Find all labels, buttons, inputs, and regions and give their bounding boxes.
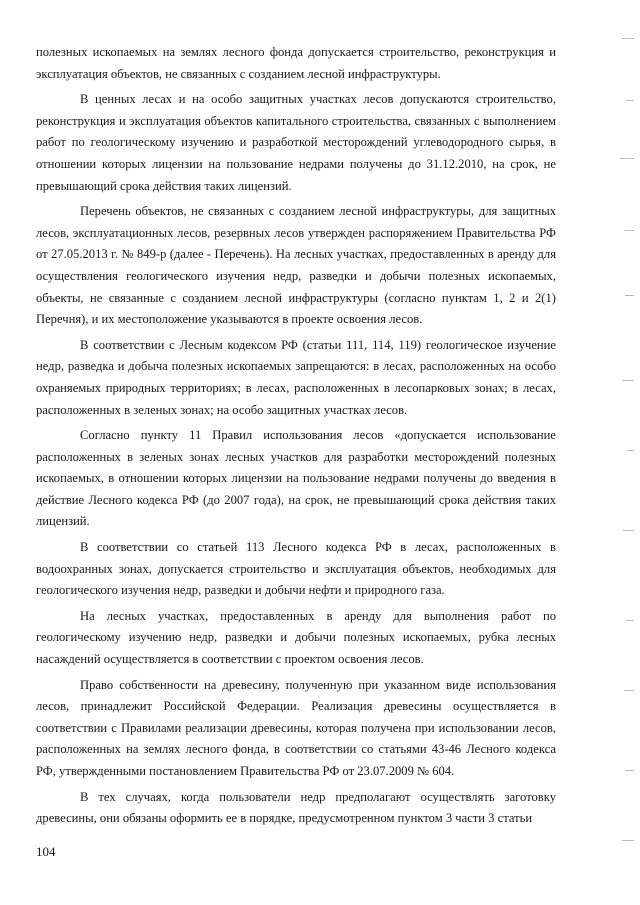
scan-edge-marks (608, 30, 634, 890)
paragraph-5: Согласно пункту 11 Правил использования лесов «допускается использование расположенных в зеленых зонах лесных участков для разработки месторождений полезных ископаемых, в отношении которых лицензии на пользование недрами получены до введения в действие Лесного кодекса РФ (до 2007 года), на срок, не превышающий срока действия таких лицензий. (36, 428, 556, 529)
paragraph-8: Право собственности на древесину, полученную при указанном виде использования лесов, принадлежит Российской Федерации. Реализация древесины осуществляется в соответствии с Правилами реализации древесины, которая получена при использовании лесов, расположенных на землях лесного фонда, в соответствии со статьями 43-46 Лесного кодекса РФ, утвержденными постановлением Правительства РФ от 23.07.2009 № 604. (36, 677, 556, 778)
page-number: 104 (36, 844, 56, 859)
paragraph-4: В соответствии с Лесным кодексом РФ (статьи 111, 114, 119) геологическое изучение недр, разведка и добыча полезных ископаемых запрещаются: в лесах, расположенных на особо охраняемых природных территориях; в лесах, расположенных в лесопарковых зонах; в лесах, расположенных в зеленых зонах; на особо защитных участках лесов. (36, 337, 556, 417)
paragraph-3: Перечень объектов, не связанных с созданием лесной инфраструктуры, для защитных лесов, эксплуатационных лесов, резервных лесов утвержден распоряжением Правительства РФ от 27.05.2013 г. № 849-р (далее - Перечень). На лесных участках, предоставленных в аренду для осуществления геологического изучения недр, разведки и добычи полезных ископаемых, объекты, не связанные с созданием лесной инфраструктуры (согласно пунктам 1, 2 и 2(1) Перечня), и их местоположение указываются в проекте освоения лесов. (36, 204, 556, 327)
paragraph-9: В тех случаях, когда пользователи недр предполагают осуществлять заготовку древесины, они обязаны оформить ее в порядке, предусмотренном пунктом 3 части 3 статьи (36, 789, 556, 826)
paragraph-6: В соответствии со статьей 113 Лесного кодекса РФ в лесах, расположенных в водоохранных зонах, допускается строительство и эксплуатация объектов, необходимых для геологического изучения недр, разведки и добычи нефти и природного газа. (36, 540, 556, 598)
paragraph-2: В ценных лесах и на особо защитных участках лесов допускаются строительство, реконструкция и эксплуатация объектов капитального строительства, связанных с выполнением работ по геологическому изучению и разработкой месторождений углеводородного сырья, в отношении которых лицензии на пользование недрами получены до 31.12.2010, на срок, не превышающий срока действия таких лицензий. (36, 92, 556, 193)
paragraph-1: полезных ископаемых на землях лесного фонда допускается строительство, реконструкция и эксплуатация объектов, не связанных с созданием лесной инфраструктуры. (36, 45, 556, 81)
document-body (36, 42, 556, 834)
paragraph-7: На лесных участках, предоставленных в аренду для выполнения работ по геологическому изучению недр, разведки и добычи полезных ископаемых, рубка лесных насаждений осуществляется в соответствии с проектом освоения лесов. (36, 608, 556, 667)
